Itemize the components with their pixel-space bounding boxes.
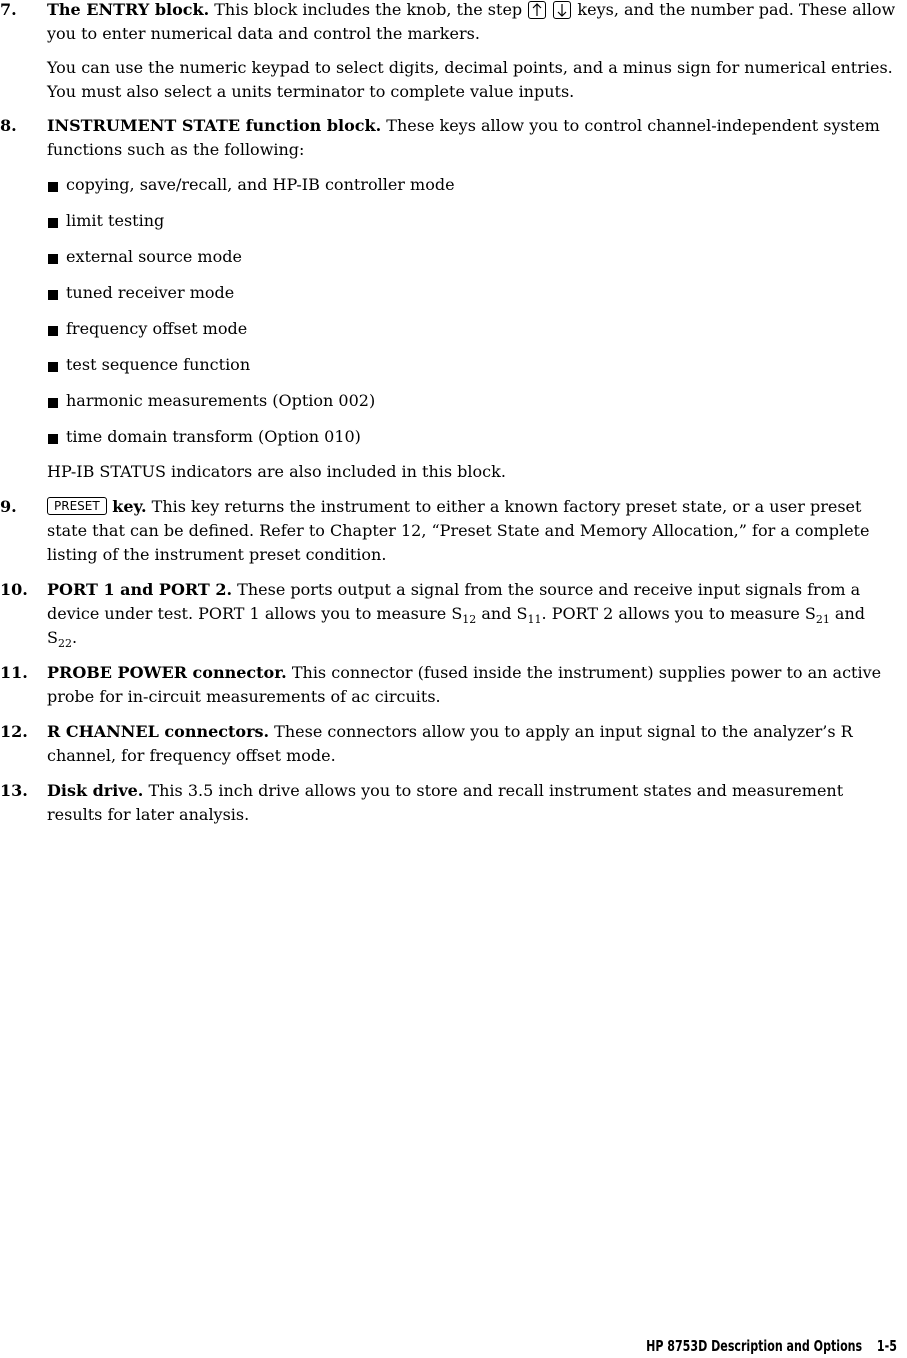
square-bullet-icon [48, 326, 58, 336]
function-list [0, 173, 900, 449]
item-term: PROBE POWER connector. [47, 663, 287, 682]
item-paragraph [47, 779, 900, 827]
list-item [47, 173, 900, 197]
item-8-note: HP-IB STATUS indicators are also included in this block. [47, 462, 506, 481]
item-paragraph [47, 720, 900, 768]
item-7 [0, 0, 900, 104]
item-text: This block includes the knob, the step [209, 0, 528, 19]
subscript: 11 [527, 613, 542, 627]
item-number: 9. [0, 497, 17, 516]
square-bullet-icon [48, 182, 58, 192]
item-text: This key returns the instrument to either a known factory preset state, or a user preset state that can be defined. Refer to Chapter 12, “Preset State and Memory Allocation,” for a complete listing of the instrument preset condition. [47, 497, 870, 564]
item-paragraph [47, 578, 900, 650]
list-item-text: limit testing [66, 211, 165, 230]
item-number: 10. [0, 580, 28, 599]
item-term: The ENTRY block. [47, 0, 210, 19]
item-10 [0, 578, 900, 650]
item-number: 12. [0, 722, 28, 741]
item-text: These keys allow you to control channel-independent system functions such as the following: [47, 116, 880, 159]
list-item-text: external source mode [66, 247, 242, 266]
footer-title: HP 8753D Description and Options [646, 1337, 863, 1355]
item-text: . [71, 628, 78, 647]
item-text: This 3.5 inch drive allows you to store and recall instrument states and measurement results for later analysis. [47, 781, 844, 824]
item-text: and S [476, 604, 528, 623]
item-paragraph-2: You can use the numeric keypad to select digits, decimal points, and a minus sign for numerical entries. You must also select a units terminator to complete value inputs. [47, 58, 893, 101]
subscript: 12 [462, 613, 477, 627]
item-paragraph [47, 661, 900, 709]
item-number: 11. [0, 663, 28, 682]
square-bullet-icon [48, 398, 58, 408]
list-item [47, 353, 900, 377]
item-text: This connector (fused inside the instrument) supplies power to an active probe for in-circuit measurements of ac circuits. [47, 663, 882, 706]
list-item-text: test sequence function [66, 355, 251, 374]
item-paragraph [47, 114, 900, 162]
preset-key-icon: PRESET [47, 497, 107, 515]
list-item [47, 389, 900, 413]
list-item [47, 281, 900, 305]
item-term: Disk drive. [47, 781, 144, 800]
square-bullet-icon [48, 218, 58, 228]
item-text: keys, and the number pad. These allow you to enter numerical data and control the markers. [47, 0, 896, 43]
page-number: 1-5 [876, 1337, 897, 1355]
square-bullet-icon [48, 254, 58, 264]
list-item-text: harmonic measurements (Option 002) [66, 391, 376, 410]
item-9 [0, 495, 900, 567]
item-text: These ports output a signal from the source and receive input signals from a device under test. PORT 1 allows you to measure S [47, 580, 861, 623]
list-item-text: time domain transform (Option 010) [66, 427, 361, 446]
item-term: R CHANNEL connectors. [47, 722, 270, 741]
down-arrow-key-icon [553, 1, 571, 19]
list-item [47, 245, 900, 269]
list-item-text: tuned receiver mode [66, 283, 235, 302]
item-paragraph [47, 495, 900, 567]
item-13 [0, 779, 900, 827]
list-item [47, 317, 900, 341]
item-term: PORT 1 and PORT 2. [47, 580, 233, 599]
subscript: 22 [57, 637, 72, 651]
item-number: 13. [0, 781, 28, 800]
square-bullet-icon [48, 362, 58, 372]
up-arrow-key-icon [528, 1, 546, 19]
item-paragraph [47, 0, 900, 46]
item-number: 7. [0, 0, 17, 19]
item-number: 8. [0, 116, 17, 135]
item-text: These connectors allow you to apply an input signal to the analyzer’s R channel, for frequency offset mode. [47, 722, 853, 765]
page-footer [646, 1337, 897, 1355]
square-bullet-icon [48, 434, 58, 444]
subscript: 21 [815, 613, 830, 627]
item-8 [0, 114, 900, 162]
item-11 [0, 661, 900, 709]
item-term: INSTRUMENT STATE function block. [47, 116, 382, 135]
square-bullet-icon [48, 290, 58, 300]
item-text: . PORT 2 allows you to measure S [541, 604, 816, 623]
item-term: key. [106, 497, 147, 516]
item-12 [0, 720, 900, 768]
item-text: and S [47, 604, 865, 647]
list-item [47, 425, 900, 449]
list-item [47, 209, 900, 233]
list-item-text: frequency offset mode [66, 319, 248, 338]
list-item-text: copying, save/recall, and HP-IB controller mode [66, 175, 455, 194]
